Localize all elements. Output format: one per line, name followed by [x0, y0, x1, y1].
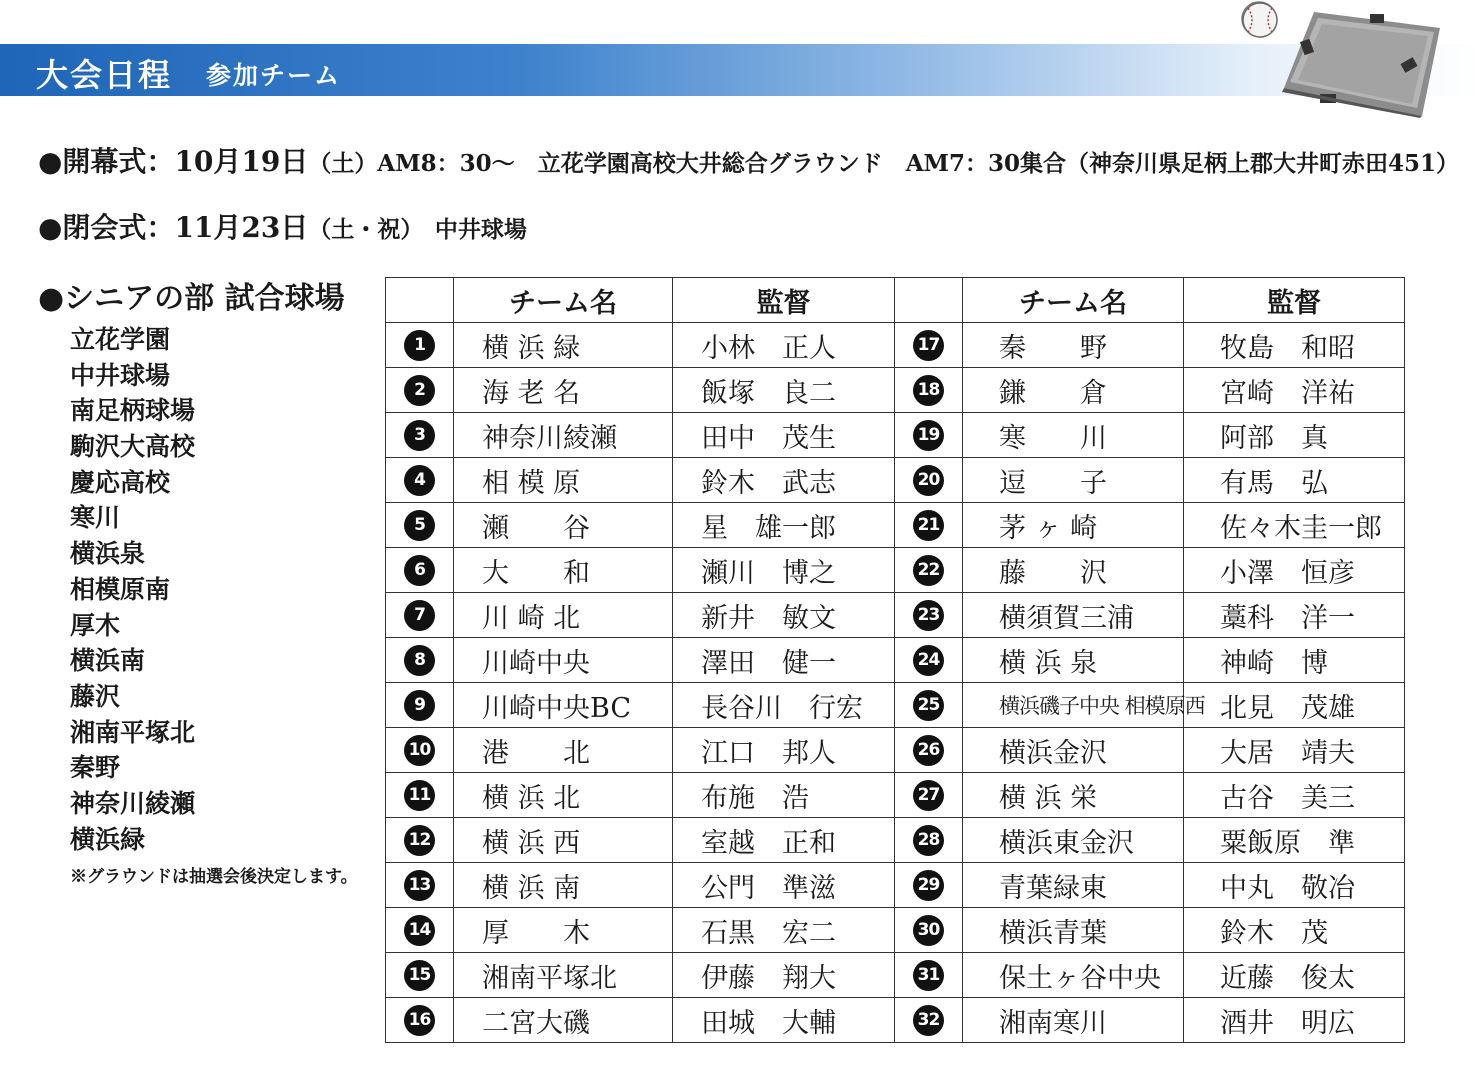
manager-name: 星 雄一郎 — [701, 512, 836, 544]
team-number-cell — [386, 593, 454, 638]
number-badge: 16 — [404, 1005, 435, 1036]
team-number-cell — [895, 413, 963, 458]
table-header-row — [386, 278, 1405, 323]
number-badge: 31 — [913, 960, 944, 991]
closing-ceremony — [38, 206, 527, 246]
team-name-cell — [963, 908, 1184, 953]
manager-name: 近藤 俊太 — [1220, 962, 1355, 994]
number-badge: 17 — [913, 330, 944, 361]
team-name: 横浜東金沢 — [999, 827, 1134, 859]
manager-name-cell — [1184, 998, 1405, 1043]
manager-name: 鈴木 茂 — [1220, 917, 1328, 949]
manager-name-cell — [1184, 908, 1405, 953]
manager-name-cell — [673, 818, 895, 863]
manager-name: 大居 靖夫 — [1220, 737, 1355, 769]
team-name-cell — [454, 593, 673, 638]
manager-name-cell — [1184, 773, 1405, 818]
venue-item: 駒沢大高校 — [70, 432, 196, 462]
manager-name: 阿部 真 — [1220, 422, 1328, 454]
team-name: 横須賀三浦 — [999, 602, 1134, 634]
team-number-cell — [386, 863, 454, 908]
team-number-cell — [895, 323, 963, 368]
number-badge: 6 — [404, 555, 435, 586]
number-badge: 21 — [913, 510, 944, 541]
manager-name: 神崎 博 — [1220, 647, 1328, 679]
team-name: 湘南寒川 — [999, 1007, 1107, 1039]
number-badge: 3 — [404, 420, 435, 451]
number-badge: 8 — [404, 645, 435, 676]
manager-name-cell — [1184, 548, 1405, 593]
team-name: 瀬 谷 — [482, 512, 590, 544]
manager-name: 田中 茂生 — [701, 422, 836, 454]
venue-item: 湘南平塚北 — [70, 717, 196, 747]
manager-name-cell — [1184, 953, 1405, 998]
baseball-base-illustration — [1262, 0, 1452, 118]
manager-name-cell — [1184, 413, 1405, 458]
closing-date: 11月23日 — [174, 211, 309, 244]
number-badge: 14 — [404, 915, 435, 946]
venue-list — [70, 322, 195, 857]
manager-name: 長谷川 行宏 — [701, 692, 863, 724]
team-number-cell — [386, 323, 454, 368]
manager-name: 小澤 恒彦 — [1220, 557, 1355, 589]
venue-item: 慶応高校 — [70, 467, 171, 497]
team-number-cell — [895, 908, 963, 953]
header-manager: 監督 — [673, 278, 895, 323]
team-name: 港 北 — [482, 737, 590, 769]
number-badge: 15 — [404, 960, 435, 991]
venues-heading: ●シニアの部 試合球場 — [38, 281, 345, 316]
manager-name: 有馬 弘 — [1220, 467, 1328, 499]
number-badge: 1 — [404, 330, 435, 361]
closing-label: ●閉会式： — [38, 211, 175, 244]
team-number-cell — [895, 728, 963, 773]
manager-name: 室越 正和 — [701, 827, 836, 859]
manager-name-cell — [673, 413, 895, 458]
manager-name-cell — [673, 728, 895, 773]
manager-name: 田城 大輔 — [701, 1007, 836, 1039]
page-subtitle: 参加チーム — [206, 61, 342, 90]
team-name: 横浜金沢 — [999, 737, 1107, 769]
number-badge: 11 — [404, 780, 435, 811]
table-row — [386, 368, 1405, 413]
manager-name-cell — [673, 323, 895, 368]
team-name-cell — [963, 323, 1184, 368]
team-name: 二宮大磯 — [482, 1007, 590, 1039]
number-badge: 19 — [913, 420, 944, 451]
team-number-cell — [386, 773, 454, 818]
team-number-cell — [895, 638, 963, 683]
number-badge: 29 — [913, 870, 944, 901]
manager-name: 佐々木圭一郎 — [1220, 512, 1382, 544]
number-badge: 26 — [913, 735, 944, 766]
manager-name-cell — [673, 908, 895, 953]
team-number-cell — [895, 998, 963, 1043]
team-name: 保土ヶ谷中央 — [999, 962, 1161, 994]
manager-name: 石黒 宏二 — [701, 917, 836, 949]
venue-item: 横浜泉 — [70, 539, 146, 569]
team-name: 川 崎 北 — [482, 602, 581, 634]
team-name-cell — [454, 323, 673, 368]
manager-name-cell — [1184, 683, 1405, 728]
venue-item: 横浜緑 — [70, 824, 146, 854]
team-number-cell — [386, 908, 454, 953]
number-badge: 22 — [913, 555, 944, 586]
team-name-cell — [963, 998, 1184, 1043]
team-name-cell — [963, 863, 1184, 908]
manager-name-cell — [1184, 728, 1405, 773]
table-row — [386, 728, 1405, 773]
manager-name-cell — [673, 953, 895, 998]
header-number — [895, 278, 963, 323]
team-name-cell — [963, 368, 1184, 413]
manager-name: 澤田 健一 — [701, 647, 836, 679]
team-name: 横 浜 南 — [482, 872, 581, 904]
team-number-cell — [895, 683, 963, 728]
team-number-cell — [895, 593, 963, 638]
header-team: チーム名 — [963, 278, 1184, 323]
team-name: 鎌 倉 — [999, 377, 1107, 409]
manager-name-cell — [1184, 503, 1405, 548]
team-name-cell — [454, 683, 673, 728]
team-name-cell — [454, 413, 673, 458]
teams-table — [385, 277, 1405, 1043]
team-number-cell — [895, 863, 963, 908]
team-name-cell — [454, 863, 673, 908]
venue-item: 立花学園 — [70, 325, 171, 354]
manager-name-cell — [673, 998, 895, 1043]
team-number-cell — [895, 503, 963, 548]
team-name: 秦 野 — [999, 332, 1107, 364]
team-number-cell — [895, 368, 963, 413]
team-number-cell — [386, 728, 454, 773]
manager-name-cell — [1184, 458, 1405, 503]
opening-ceremony — [38, 140, 1459, 180]
baseball-icon — [1238, 0, 1282, 40]
team-name-cell — [963, 593, 1184, 638]
manager-name-cell — [1184, 368, 1405, 413]
team-number-cell — [386, 458, 454, 503]
number-badge: 24 — [913, 645, 944, 676]
team-name: 湘南平塚北 — [482, 962, 617, 994]
venue-item: 中井球場 — [70, 360, 171, 390]
number-badge: 18 — [913, 375, 944, 406]
team-number-cell — [895, 953, 963, 998]
manager-name-cell — [673, 368, 895, 413]
team-number-cell — [386, 503, 454, 548]
team-name-cell — [963, 818, 1184, 863]
team-name: 逗 子 — [999, 467, 1107, 499]
team-name: 横浜青葉 — [999, 917, 1107, 949]
header-team: チーム名 — [454, 278, 673, 323]
team-name: 川崎中央 — [482, 647, 590, 679]
venue-item: 神奈川綾瀬 — [70, 788, 196, 818]
team-name-cell — [454, 998, 673, 1043]
team-name-cell — [454, 548, 673, 593]
manager-name: 飯塚 良二 — [701, 377, 836, 409]
team-name-cell — [454, 728, 673, 773]
team-name-cell — [454, 638, 673, 683]
manager-name-cell — [673, 548, 895, 593]
team-name-cell — [454, 773, 673, 818]
number-badge: 13 — [404, 870, 435, 901]
team-number-cell — [386, 413, 454, 458]
header-manager: 監督 — [1184, 278, 1405, 323]
venue-item: 寒川 — [70, 503, 121, 533]
table-row — [386, 413, 1405, 458]
table-row — [386, 503, 1405, 548]
opening-date: 10月19日 — [174, 145, 309, 178]
team-name: 横 浜 西 — [482, 827, 581, 859]
team-name: 横浜磯子中央 相模原西 — [999, 694, 1205, 718]
manager-name: 小林 正人 — [701, 332, 836, 364]
table-row — [386, 548, 1405, 593]
table-row — [386, 683, 1405, 728]
manager-name-cell — [673, 638, 895, 683]
number-badge: 28 — [913, 825, 944, 856]
team-name-cell — [454, 953, 673, 998]
base-icon — [1282, 12, 1440, 118]
team-name: 横 浜 泉 — [999, 647, 1098, 679]
number-badge: 2 — [404, 375, 435, 406]
team-name: 茅 ヶ 崎 — [999, 512, 1098, 544]
manager-name-cell — [1184, 818, 1405, 863]
table-row — [386, 998, 1405, 1043]
team-number-cell — [386, 683, 454, 728]
team-number-cell — [386, 548, 454, 593]
manager-name: 公門 準滋 — [701, 872, 836, 904]
team-name: 横 浜 北 — [482, 782, 581, 814]
table-row — [386, 953, 1405, 998]
manager-name: 新井 敏文 — [701, 602, 836, 634]
team-name: 寒 川 — [999, 422, 1107, 454]
manager-name: 鈴木 武志 — [701, 467, 836, 499]
team-name-cell — [963, 728, 1184, 773]
venue-note: ※グラウンドは抽選会後決定します。 — [70, 867, 358, 887]
venue-item: 秦野 — [70, 753, 121, 783]
manager-name-cell — [673, 683, 895, 728]
number-badge: 23 — [913, 600, 944, 631]
manager-name-cell — [1184, 863, 1405, 908]
manager-name: 北見 茂雄 — [1220, 692, 1355, 724]
manager-name-cell — [1184, 593, 1405, 638]
team-name: 厚 木 — [482, 917, 590, 949]
team-number-cell — [895, 773, 963, 818]
manager-name-cell — [1184, 638, 1405, 683]
team-name-cell — [454, 458, 673, 503]
venue-item: 厚木 — [70, 610, 121, 640]
manager-name: 布施 浩 — [701, 782, 809, 814]
team-name: 川崎中央BC — [482, 692, 632, 724]
venue-item: 南足柄球場 — [70, 396, 196, 426]
team-number-cell — [386, 638, 454, 683]
team-name: 大 和 — [482, 557, 590, 589]
manager-name: 酒井 明広 — [1220, 1007, 1355, 1039]
team-name-cell — [963, 683, 1205, 728]
team-name-cell — [963, 413, 1184, 458]
opening-label: ●開幕式： — [38, 145, 175, 178]
venue-item: 藤沢 — [70, 681, 121, 711]
manager-name: 宮崎 洋祐 — [1220, 377, 1355, 409]
team-name-cell — [963, 638, 1184, 683]
team-name-cell — [963, 953, 1184, 998]
team-name-cell — [454, 368, 673, 413]
number-badge: 20 — [913, 465, 944, 496]
manager-name: 藁科 洋一 — [1220, 602, 1355, 634]
table-row — [386, 323, 1405, 368]
team-name-cell — [454, 908, 673, 953]
table-row — [386, 773, 1405, 818]
page-title: 大会日程 — [36, 56, 173, 94]
number-badge: 5 — [404, 510, 435, 541]
number-badge: 9 — [404, 690, 435, 721]
team-name-cell — [963, 503, 1184, 548]
team-name-cell — [454, 818, 673, 863]
manager-name: 伊藤 翔大 — [701, 962, 836, 994]
manager-name-cell — [673, 458, 895, 503]
manager-name: 中丸 敬冶 — [1220, 872, 1355, 904]
closing-detail: （土・祝） 中井球場 — [308, 216, 527, 243]
team-number-cell — [895, 458, 963, 503]
team-name: 相 模 原 — [482, 467, 581, 499]
manager-name: 瀬川 博之 — [701, 557, 836, 589]
table-row — [386, 818, 1405, 863]
table-row — [386, 458, 1405, 503]
number-badge: 12 — [404, 825, 435, 856]
venue-item: 横浜南 — [70, 646, 146, 676]
team-number-cell — [386, 818, 454, 863]
number-badge: 25 — [913, 690, 944, 721]
team-name-cell — [963, 548, 1184, 593]
manager-name-cell — [673, 863, 895, 908]
table-row — [386, 638, 1405, 683]
team-name: 海 老 名 — [482, 377, 581, 409]
number-badge: 30 — [913, 915, 944, 946]
team-name: 横 浜 栄 — [999, 782, 1098, 814]
team-number-cell — [386, 953, 454, 998]
manager-name-cell — [1184, 323, 1405, 368]
team-number-cell — [386, 998, 454, 1043]
team-name: 青葉緑東 — [999, 872, 1107, 904]
team-name: 藤 沢 — [999, 557, 1107, 589]
header-number — [386, 278, 454, 323]
manager-name-cell — [673, 773, 895, 818]
manager-name: 粟飯原 準 — [1220, 827, 1355, 859]
manager-name-cell — [673, 593, 895, 638]
number-badge: 27 — [913, 780, 944, 811]
team-name-cell — [963, 773, 1184, 818]
table-row — [386, 908, 1405, 953]
team-name-cell — [454, 503, 673, 548]
manager-name: 江口 邦人 — [701, 737, 836, 769]
manager-name: 牧島 和昭 — [1220, 332, 1355, 364]
team-number-cell — [895, 548, 963, 593]
number-badge: 10 — [404, 735, 435, 766]
team-number-cell — [895, 818, 963, 863]
table-row — [386, 863, 1405, 908]
team-name: 神奈川綾瀬 — [482, 422, 617, 454]
manager-name-cell — [673, 503, 895, 548]
venue-item: 相模原南 — [70, 574, 171, 604]
team-name-cell — [963, 458, 1184, 503]
team-number-cell — [386, 368, 454, 413]
table-row — [386, 593, 1405, 638]
number-badge: 32 — [913, 1005, 944, 1036]
team-name: 横 浜 緑 — [482, 332, 581, 364]
manager-name: 古谷 美三 — [1220, 782, 1355, 814]
number-badge: 4 — [404, 465, 435, 496]
opening-detail: （土）AM8：30～ 立花学園高校大井総合グラウンド AM7：30集合（神奈川県足柄上郡大井町赤田451） — [308, 150, 1460, 177]
number-badge: 7 — [404, 600, 435, 631]
